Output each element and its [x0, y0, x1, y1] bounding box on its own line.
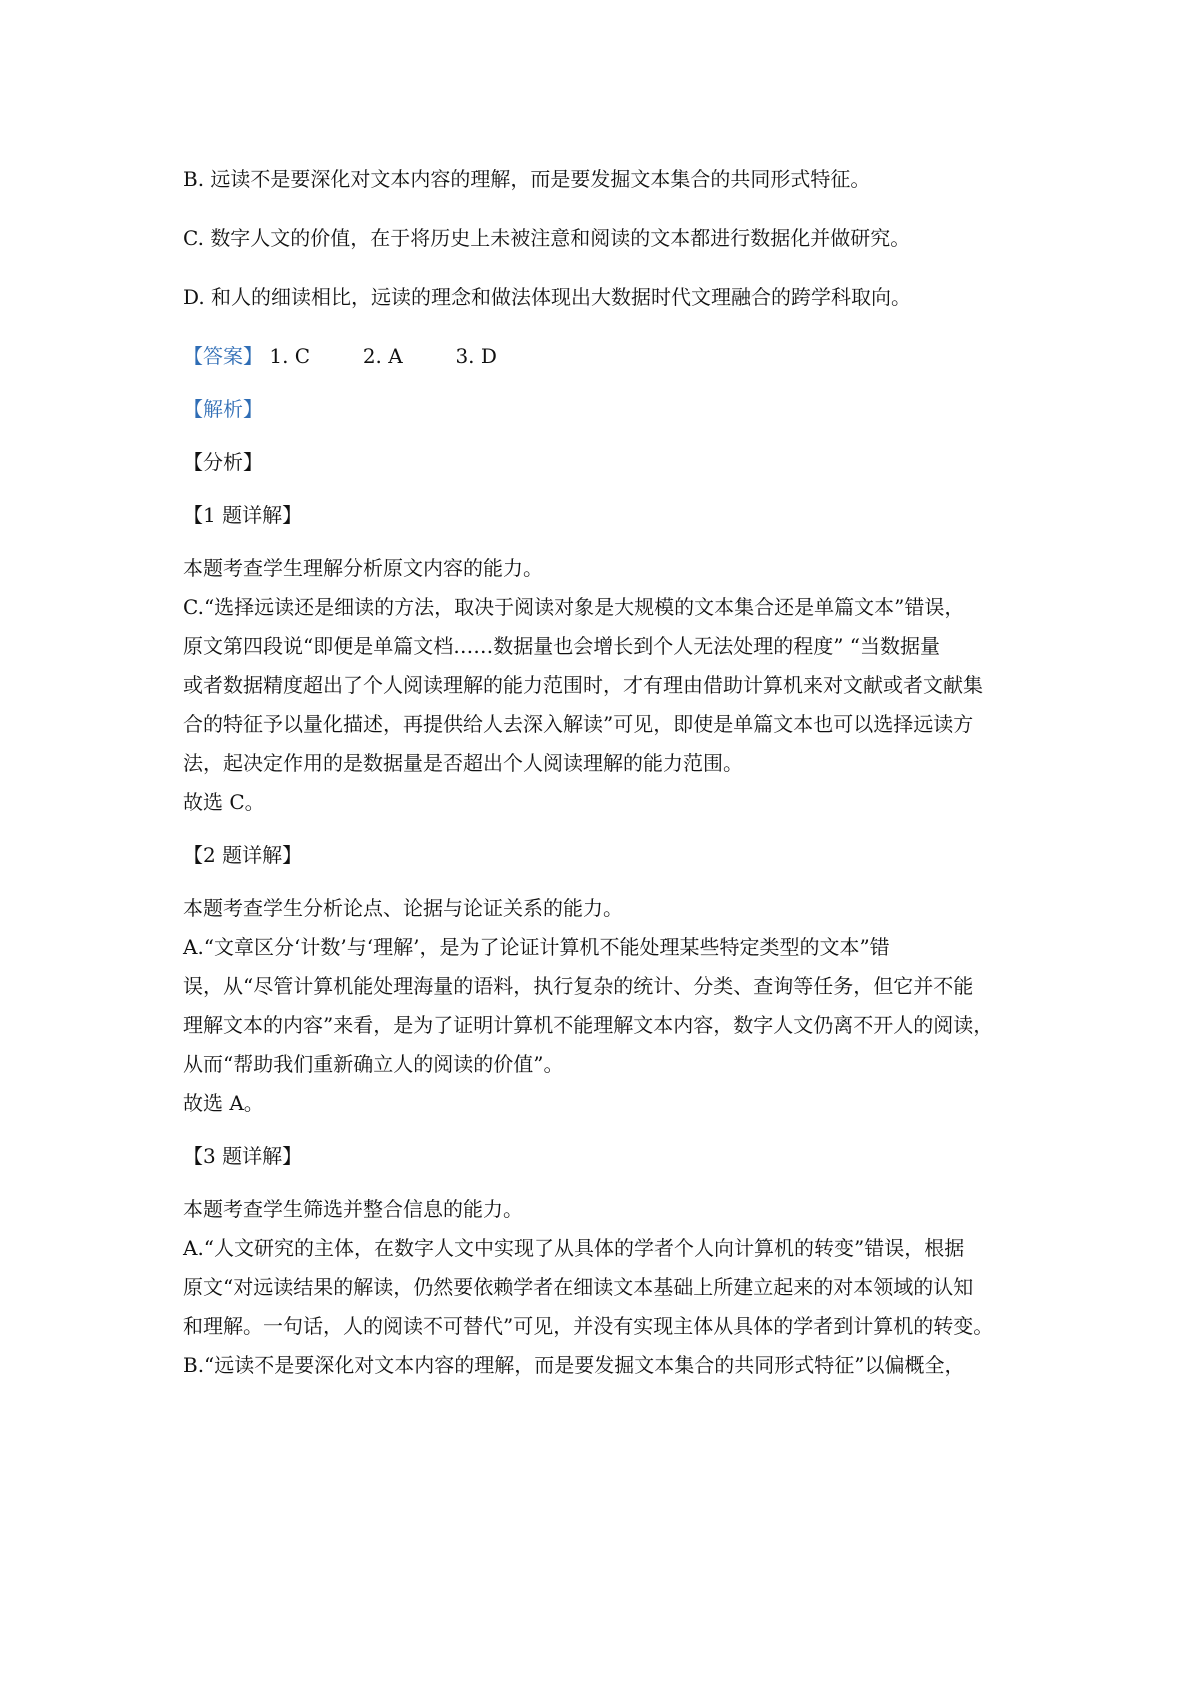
paragraph-line: A.“文章区分‘计数’与‘理解’，是为了论证计算机不能处理某些特定类型的文本”错 — [183, 935, 890, 959]
answer-line — [183, 337, 1033, 376]
paragraph-line: C.“选择远读还是细读的方法，取决于阅读对象是大规模的文本集合还是单篇文本”错误， — [183, 595, 965, 619]
option-c: C. 数字人文的价值，在于将历史上未被注意和阅读的文本都进行数据化并做研究。 — [183, 226, 911, 250]
paragraph-line: 误，从“尽管计算机能处理海量的语料，执行复杂的统计、分类、查询等任务，但它并不能 — [183, 974, 974, 998]
paragraph-line: 法，起决定作用的是数据量是否超出个人阅读理解的能力范围。 — [183, 751, 743, 775]
option-b: B. 远读不是要深化对文本内容的理解，而是要发掘文本集合的共同形式特征。 — [183, 167, 871, 191]
q3-intro: 本题考查学生筛选并整合信息的能力。 — [183, 1197, 523, 1221]
paragraph-line: 从而“帮助我们重新确立人的阅读的价值”。 — [183, 1052, 564, 1076]
q2-intro: 本题考查学生分析论点、论据与论证关系的能力。 — [183, 896, 623, 920]
paragraph-line: 原文第四段说“即便是单篇文档……数据量也会增长到个人无法处理的程度” “当数据量 — [183, 634, 941, 658]
analysis-label: 【解析】 — [183, 397, 263, 421]
q1-body — [183, 588, 1033, 783]
paragraph-line: 或者数据精度超出了个人阅读理解的能力范围时，才有理由借助计算机来对文献或者文献集 — [183, 673, 983, 697]
paragraph-line: 理解文本的内容”来看，是为了证明计算机不能理解文本内容，数字人文仍离不开人的阅读， — [183, 1013, 994, 1037]
paragraph-line: B.“远读不是要深化对文本内容的理解，而是要发掘文本集合的共同形式特征”以偏概全， — [183, 1353, 965, 1377]
paragraph-line: 原文“对远读结果的解读，仍然要依赖学者在细读文本基础上所建立起来的对本领域的认知 — [183, 1275, 974, 1299]
option-d: D. 和人的细读相比，远读的理念和做法体现出大数据时代文理融合的跨学科取向。 — [183, 285, 912, 309]
paragraph-line: 合的特征予以量化描述，再提供给人去深入解读”可见，即使是单篇文本也可以选择远读方 — [183, 712, 974, 736]
answer-item: 3. D — [455, 344, 497, 368]
q1-conclusion: 故选 C。 — [183, 790, 265, 814]
q3-label: 【3 题详解】 — [183, 1144, 303, 1168]
q1-label: 【1 题详解】 — [183, 503, 303, 527]
answer-label: 【答案】 — [183, 344, 263, 368]
answer-item: 2. A — [362, 344, 403, 368]
q2-label: 【2 题详解】 — [183, 843, 303, 867]
paragraph-line: 和理解。一句话，人的阅读不可替代”可见，并没有实现主体从具体的学者到计算机的转变。 — [183, 1314, 994, 1338]
q1-intro: 本题考查学生理解分析原文内容的能力。 — [183, 556, 543, 580]
paragraph-line: A.“人文研究的主体，在数字人文中实现了从具体的学者个人向计算机的转变”错误，根据 — [183, 1236, 965, 1260]
document-content — [183, 160, 1033, 1385]
q2-conclusion: 故选 A。 — [183, 1091, 264, 1115]
q3-body — [183, 1229, 1033, 1385]
q2-body — [183, 928, 1033, 1084]
answer-item: 1. C — [269, 344, 311, 368]
fen-xi-label: 【分析】 — [183, 450, 263, 474]
